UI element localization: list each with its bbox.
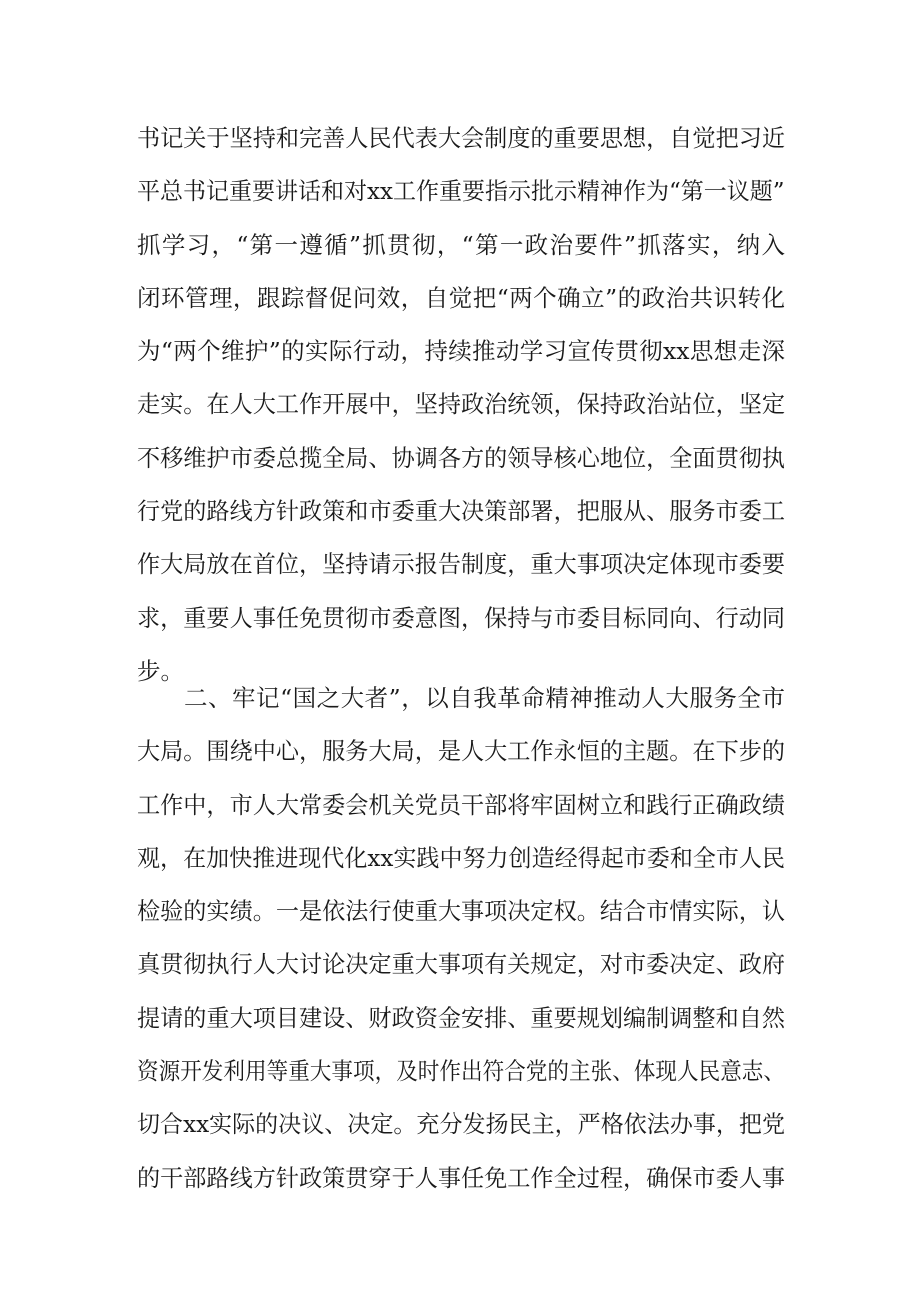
text-line: 的干部路线方针政策贯穿于人事任免工作全过程，确保市委人事 [137,1163,785,1192]
text-line: 不移维护市委总揽全局、协调各方的领导核心地位，全面贯彻执 [137,443,785,472]
text-line: 行党的路线方针政策和市委重大决策部署，把服从、服务市委工 [137,497,785,526]
text-line: 步。 [137,656,184,685]
text-line: 作大局放在首位，坚持请示报告制度，重大事项决定体现市委要 [137,550,785,579]
text-line: 抓学习，“第一遵循”抓贯彻，“第一政治要件”抓落实，纳入 [137,230,785,259]
text-line: 资源开发利用等重大事项，及时作出符合党的主张、体现人民意志、 [137,1057,785,1086]
text-line: 求，重要人事任免贯彻市委意图，保持与市委目标同向、行动同 [137,603,785,632]
text-line: 书记关于坚持和完善人民代表大会制度的重要思想，自觉把习近 [137,124,785,152]
text-line: 工作中，市人大常委会机关党员干部将牢固树立和践行正确政绩 [137,790,785,819]
text-line: 闭环管理，跟踪督促问效，自觉把“两个确立”的政治共识转化 [137,283,785,312]
text-line: 走实。在人大工作开展中，坚持政治统领，保持政治站位，坚定 [137,390,785,419]
text-line: 真贯彻执行人大讨论决定重大事项有关规定，对市委决定、政府 [137,950,785,979]
text-line: 为“两个维护”的实际行动，持续推动学习宣传贯彻xx思想走深 [137,337,785,366]
text-line: 大局。围绕中心，服务大局，是人大工作永恒的主题。在下步的 [137,737,785,766]
text-line: 切合xx实际的决议、决定。充分发扬民主，严格依法办事，把党 [137,1110,786,1139]
paragraph-1 [137,112,785,698]
paragraph-2 [137,672,785,1205]
text-line: 平总书记重要讲话和对xx工作重要指示批示精神作为“第一议题” [137,177,785,206]
section-heading-line: 二、牢记“国之大者”，以自我革命精神推动人大服务全市 [184,684,785,712]
text-line: 检验的实绩。一是依法行使重大事项决定权。结合市情实际，认 [137,897,785,926]
text-line: 观，在加快推进现代化xx实践中努力创造经得起市委和全市人民 [137,843,786,872]
text-line: 提请的重大项目建设、财政资金安排、重要规划编制调整和自然 [137,1003,785,1032]
